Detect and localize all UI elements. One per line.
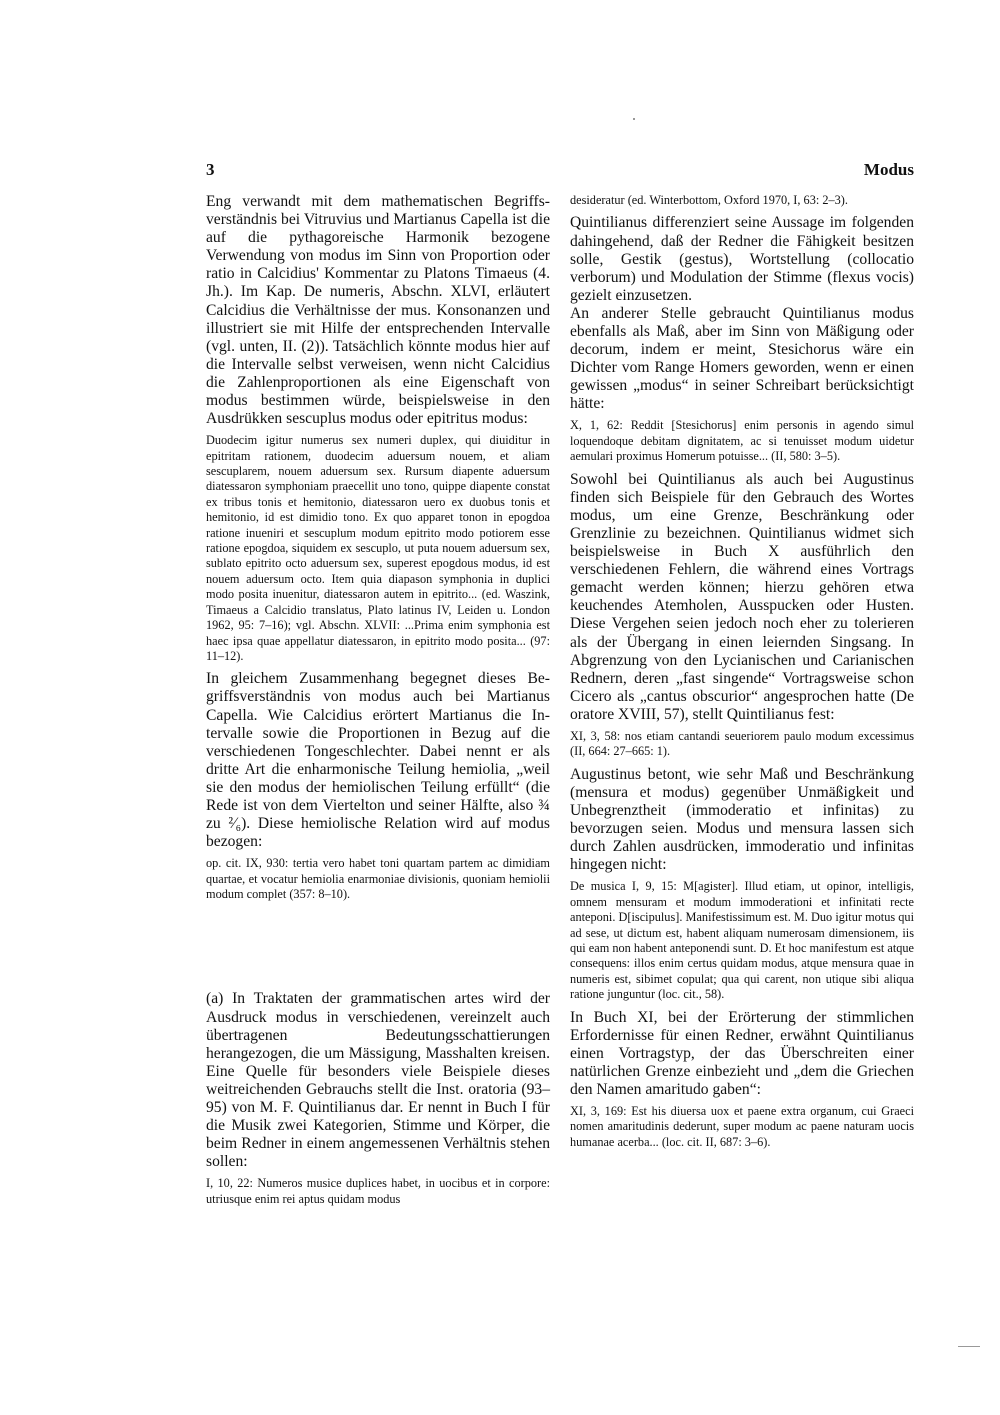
quote-de-musica: De musica I, 9, 15: M[agister]. Illud etiam, ut opinor, intelligis, omnem mensuram et modum immoderationi et infinitati recte anteponi. D[iscipulus]. Manifestissimum est. M. Duo igitur motus qui ad sese, ut dictum est, habent aliquam numerosam dimensionem, iis qui eam non habent anteponendi sunt. D. Et hoc manifestum est atque consequens: illos enim certus quidam modus, atque mensura quae in numeris est, sibimet copulat; qua qui carent, non utique sibi aliqua ratione junguntur (loc. cit., 58). <box>570 879 914 1002</box>
quote-calcidius: Duodecim igitur numerus sex numeri duplex, qui diuiditur in epitritam rationem, duodecim aduersum nouem, et aliam sescuplarem, nouem aduersum sex. Rursum diapente aduersum diatessaron symphoniam praecellit uno tono, quippe diapente constat ex tribus tonis et hemitonio, diatessaron uero ex duobus tonis et hemitonio, id est dimidio tono. Ex quo apparet tonon in epogdoa ratione inueniri et sescuplum modum epitrito modo potiorem esse ratione epogdoa, siquidem ex sescuplo, ut puta nouem aduersum sex, sublato epitrito octo aduersum sex, superest epogdous modus, id est nouem aduersum octo. Item quia diapason symphonia in duplici modo posita inuenitur, diatessaron autem in epitrito... (ed. Waszink, Timaeus a Calcidio translatus, Plato latinus IV, Leiden u. London 1962, 95: 7–16); vgl. Abschn. XLVII: ...Prima enim symphonia est haec ipsa quae appellatur diatessaron, in epitrito modo posita... (97: 11–12). <box>206 433 550 663</box>
page-number: 3 <box>206 160 215 179</box>
running-title: Modus <box>863 160 914 179</box>
paragraph-martianus: In gleichem Zusammenhang begegnet dieses Begriffsverständnis von modus auch bei Martianus Capella. Wie Calcidius erörtert Martianus die Intervalle sowie die Proportionen in Bezug auf die verschiedenen Tongeschlechter. Dabei nennt er als dritte Art die enharmonische Teilung hemiolia, „weil sie den modus der hemiolischen Teilung erfüllt“ (die Rede ist von dem Viertelton und seiner Hälfte, also ¾ zu ²⁄₆). Diese hemiolische Relation wird auf modus bezogen: <box>206 670 550 851</box>
paragraph-section-a: (a) In Traktaten der grammatischen artes wird der Ausdruck modus in verschiedenen, vereinzelt auch übertragenen Bedeutungsschattierungen herangezogen, die um Mässigung, Masshalten kreisen. Eine Quelle für besonders viele Beispiele dieses weitreichenden Gebrauchs stellt die Inst. oratoria (93–95) von M. F. Quintilianus dar. Er nennt in Buch I für die Musik zwei Kategorien, Stimme und Körper, die beim Redner in einem angemessenen Verhältnis stehen sollen: <box>206 990 550 1171</box>
quote-martianus: op. cit. IX, 930: tertia vero habet toni quartam partem ac dimidiam quartae, et vocatur hemiolia enarmoniae divisionis, quoniam hemiolii modum complet (357: 8–10). <box>206 856 550 902</box>
paragraph-calcidius: Eng verwandt mit dem mathematischen Begriffsverständnis bei Vitruvius und Martianus Capella ist die auf die pythagoreische Harmonik bezogene Verwendung von modus im Sinn von Proportion oder ratio in Calcidius' Kommentar zu Platons Timaeus (4. Jh.). Im Kap. De numeris, Abschn. XLVI, erläutert Calcidius die Verhältnisse der mus. Konsonanzen und illustriert sie mit Hilfe der entsprechenden Intervalle (vgl. unten, II. (2)). Tatsächlich könnte modus hier auf die Intervalle selbst verweisen, wenn nicht Calcidius die Zahlenproportionen als eine Eigenschaft von modus bestimmen würde, beispielsweise in den Ausdrükken sescuplus modus oder epitritus modus: <box>206 193 550 428</box>
scan-speck <box>633 118 635 120</box>
scan-mark <box>958 1346 980 1347</box>
quote-amaritudo: XI, 3, 169: Est his diuersa uox et paene extra organum, cui Graeci nomen amaritudinis dederunt, super modum ac paene naturam uocis humanae acerba... (loc. cit. II, 687: 3–6). <box>570 1104 914 1149</box>
quote-stesichorus: X, 1, 62: Reddit [Stesichorus] enim personis in agendo simul loquendoque debitam dignitatem, ac si tenuisset modum uidetur aemulari proximus Homerum potuisse... (II, 580: 3–5). <box>570 418 914 464</box>
quote-quintilianus-1: I, 10, 22: Numeros musice duplices habet, in uocibus et in corpore: utriusque enim rei aptus quidam modus <box>206 1176 550 1206</box>
section-gap <box>206 908 550 990</box>
paragraph-grenze: Sowohl bei Quintilianus als auch bei Augustinus finden sich Beispiele für den Gebrauch des Wortes modus, um eine Grenze, Beschränkung oder Grenzlinie zu bezeichnen. Quintilianus widmet sich beispielsweise in Buch X ausführlich den verschiedenen Fehlern, die während eines Vortrags gemacht werden können; hierzu gehören etwa keuchendes Atemholen, Ausspucken oder Husten. Diese Vergehen seien jedoch noch eher zu tolerieren als der Übergang in einen leiernden Singsang. In Abgrenzung von den Lycianischen und Carianischen Rednern, deren „fast singende“ Vortragsweise schon Cicero als „cantus obscurior“ angesprochen hatte (De oratore XVIII, 57), stellt Quintilianus fest: <box>570 470 914 723</box>
paragraph-quintilianus-gestik: Quintilianus differenziert seine Aussage im folgenden dahingehend, daß der Redner die Fähigkeit besitzen solle, Gestik (gestus), Wortstellung (collocatio verborum) und Modulation der Stimme (flexus vocis) gezielt einzusetzen. <box>570 214 914 304</box>
paragraph-stesichorus: An anderer Stelle gebraucht Quintilianus modus ebenfalls als Maß, aber im Sinn von Mäßigung oder decorum, indem er meint, Stesichorus wäre ein Dichter vom Range Homers geworden, wenn er einen gewissen „modus“ in seiner Schreibart berücksichtigt hätte: <box>570 304 914 413</box>
quote-cantandi: XI, 3, 58: nos etiam cantandi seueriorem paulo modum excessimus (II, 664: 27–665: 1). <box>570 728 914 759</box>
left-column <box>206 193 550 1213</box>
quote-continuation: desideratur (ed. Winterbottom, Oxford 1970, I, 63: 2–3). <box>570 193 848 207</box>
paragraph-augustinus: Augustinus betont, wie sehr Maß und Beschränkung (mensura et modus) gegenüber Unmäßigkeit und Unbegrenztheit (immoderatio et infinitas) zu bevorzugen seien. Modus und mensura lassen sich durch Zahlen ausdrücken, immoderatio und infinitas hingegen nicht: <box>570 765 914 874</box>
right-column <box>570 193 914 1156</box>
paragraph-amaritudo: In Buch XI, bei der Erörterung der stimmlichen Erfordernisse für einen Redner, erwähnt Quintilianus einen Vortragstyp, der das Überschreiten einer natürlichen Grenze einbezieht und „dem die Griechen den Namen amaritudo gaben“: <box>570 1008 914 1098</box>
